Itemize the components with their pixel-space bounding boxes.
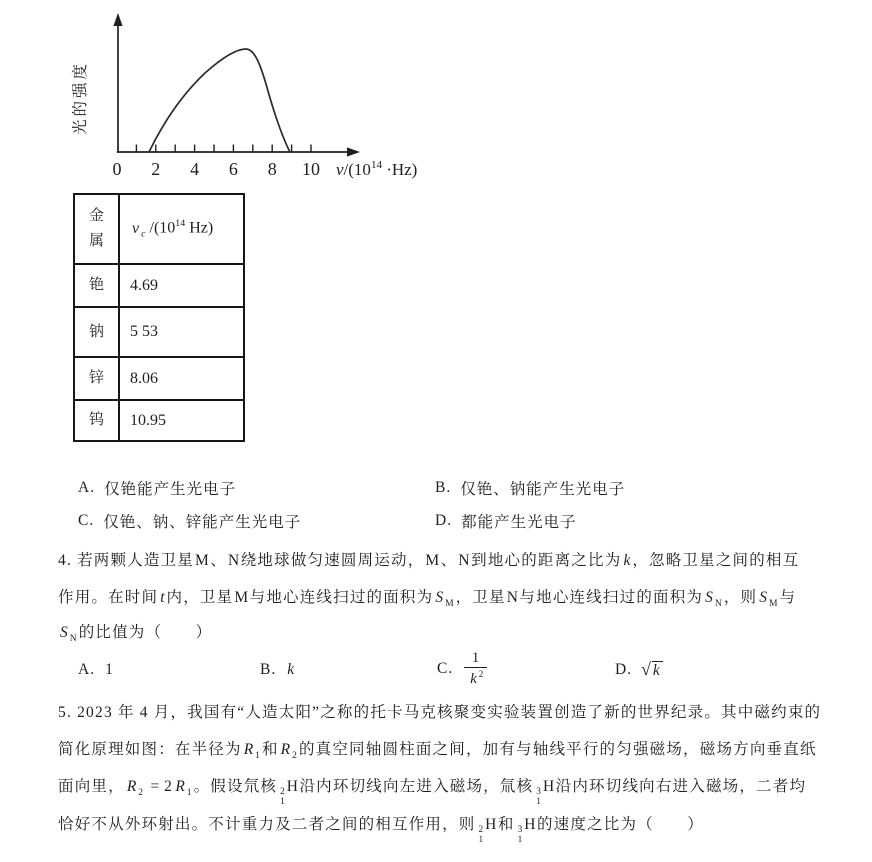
q5-line4: 恰好不从外环射出。不计重力及二者之间的相互作用，则 2 1 H和 3 1 H的速度之比为（ ）	[58, 816, 704, 845]
q4-option-c	[437, 648, 489, 690]
x-tick-label: 6	[228, 159, 238, 179]
x-axis-arrow-icon	[347, 147, 360, 156]
x-tick-labels	[113, 159, 321, 179]
metal-threshold-table	[73, 193, 245, 442]
option-letter: D.	[435, 512, 453, 529]
option-text: 都能产生光电子	[461, 514, 577, 531]
x-tick-label: 2	[151, 159, 161, 179]
x-tick-label: 0	[112, 159, 122, 179]
q3-option-a	[78, 477, 236, 499]
option-letter: D.	[615, 660, 633, 678]
option-letter: B.	[435, 479, 452, 496]
y-axis-arrow-icon	[113, 13, 122, 26]
y-axis-label: 光的强度	[72, 60, 89, 136]
q3-option-c	[78, 510, 301, 532]
q5-line1: 5. 2023 年 4 月，我国有“人造太阳”之称的托卡马克核聚变实验装置创造了新的世界纪录。其中磁约束的	[58, 704, 822, 721]
table-row	[74, 307, 244, 357]
intensity-curve	[149, 49, 290, 152]
option-letter: A.	[78, 661, 96, 678]
metal-value-cell: 8.06	[119, 357, 244, 400]
option-letter: A.	[78, 479, 96, 496]
metal-name-cell: 钨	[74, 400, 119, 441]
table-header-metal: 金属	[74, 194, 119, 264]
x-axis-label: $v/(10^{14} \cdot Hz)$	[336, 159, 418, 179]
table-row	[74, 400, 244, 441]
table-row	[74, 357, 244, 400]
metal-name-cell: 锌	[74, 357, 119, 400]
option-text: 仅铯、钠、锌能产生光电子	[103, 514, 302, 531]
option-letter: C.	[78, 512, 95, 529]
metal-value-cell: 10.95	[119, 400, 244, 441]
q4-line1: 4. 若两颗人造卫星M、N绕地球做匀速圆周运动，M、N到地心的距离之比为 k ，忽略卫星之间的相互	[58, 552, 800, 569]
option-value: √ k	[641, 659, 665, 680]
q4-line2: 作用。在时间 t 内，卫星M与地心连线扫过的面积为 S $_M$ ，卫星N与地心连线扫过的面积为 S $_N$ ，则 S $_M$ 与	[58, 589, 797, 610]
metal-value-cell: 4.69	[119, 264, 244, 307]
option-letter: B.	[260, 661, 277, 678]
option-text: 仅铯、钠能产生光电子	[460, 481, 626, 498]
q4-option-a	[78, 661, 114, 679]
table-header-row	[74, 194, 244, 264]
x-tick-label: 8	[267, 159, 277, 179]
option-value: k	[287, 661, 295, 678]
x-tick-label: 4	[190, 159, 200, 179]
q5-line2: 简化原理如图：在半径为 R $_1$ 和 R $_2$ 的真空同轴圆柱面之间，加有与轴线平行的匀强磁场，磁场方向垂直纸	[58, 741, 817, 762]
metal-value-cell: 5 53	[119, 307, 244, 357]
q3-option-d	[435, 510, 577, 532]
q5-line3: 面向里， R $_2$ = 2 R $_1$ 。假设氘核 2 1 H沿内环切线向左进入磁场，氚核 3 1 H沿内环切线向右进入磁场，二者均	[58, 778, 807, 807]
q4-option-b	[260, 661, 296, 679]
chart-canvas	[55, 5, 465, 197]
option-value: 1	[105, 661, 114, 678]
option-text: 仅铯能产生光电子	[104, 481, 237, 498]
metal-name-cell: 钠	[74, 307, 119, 357]
q4-option-d	[615, 659, 665, 680]
option-letter: C.	[437, 660, 454, 677]
metal-name-cell: 铯	[74, 264, 119, 307]
x-axis-ticks	[136, 145, 311, 153]
table-row	[74, 264, 244, 307]
q3-option-b	[435, 477, 625, 499]
option-value: $\frac{1}{k ^2}$	[462, 650, 489, 688]
table-header-frequency: ν $_c$ $/(10^{14}$ Hz)	[119, 194, 244, 264]
x-tick-label: 10	[302, 159, 320, 179]
q4-line3: S $_N$ 的比值为（ ）	[60, 624, 213, 645]
light-intensity-vs-frequency-chart	[55, 5, 465, 197]
